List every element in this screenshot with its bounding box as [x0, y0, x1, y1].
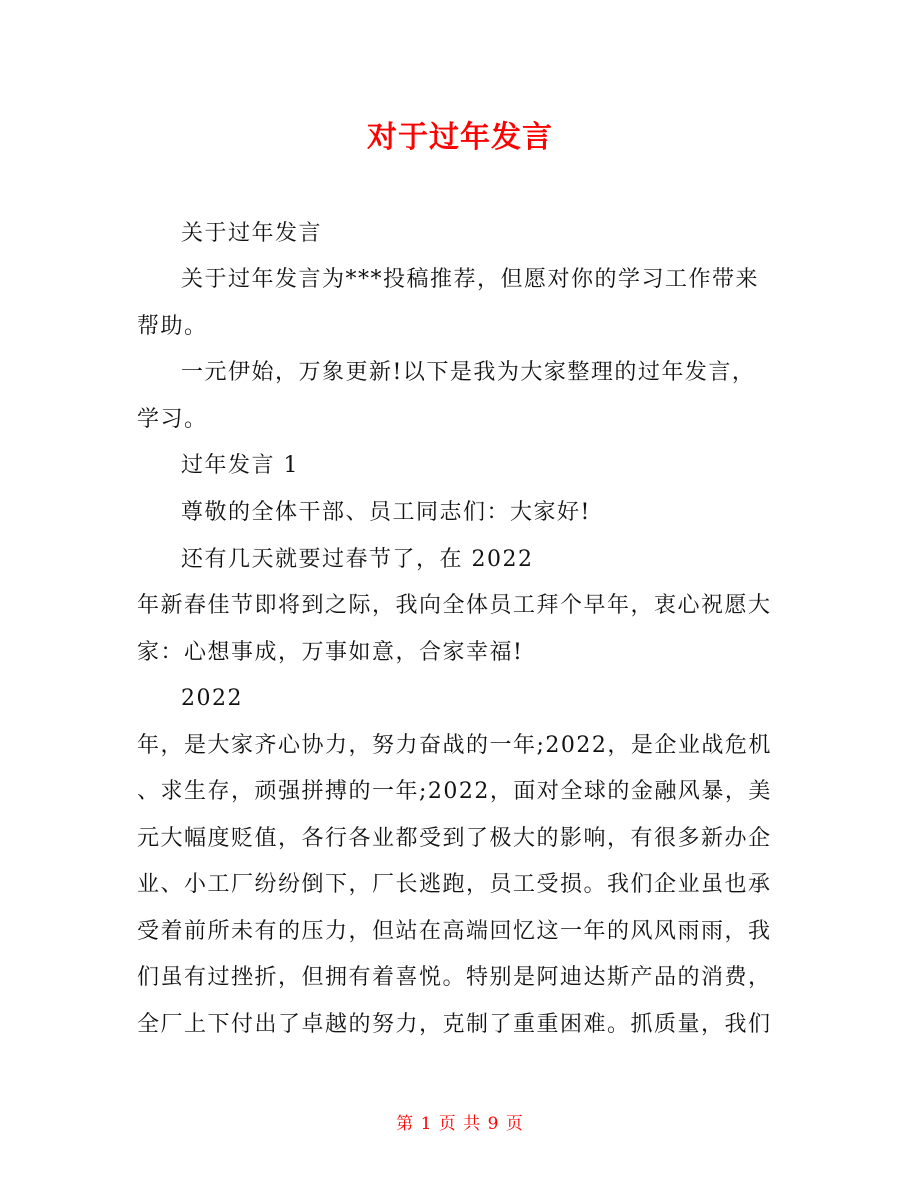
text-line: 们虽有过挫折，但拥有着喜悦。特别是阿迪达斯产品的消费，	[137, 965, 772, 990]
text-line: 年，是大家齐心协力，努力奋战的一年;2022，是企业战危机	[137, 733, 772, 758]
text-line: 业、小工厂纷纷倒下，厂长逃跑，员工受损。我们企业虽也承	[137, 872, 772, 897]
text-line: 年新春佳节即将到之际，我向全体员工拜个早年，衷心祝愿大	[137, 593, 772, 618]
page-number: 第 1 页 共 9 页	[396, 1114, 524, 1134]
text-line: 家：心想事成，万事如意，合家幸福!	[137, 640, 524, 665]
text-line: 元大幅度贬值，各行各业都受到了极大的影响，有很多新办企	[137, 826, 772, 851]
text-line: 过年发言 1	[181, 453, 299, 478]
text-line: 尊敬的全体干部、员工同志们：大家好!	[181, 500, 591, 525]
text-line: 、求生存，顽强拼搏的一年;2022，面对全球的金融风暴，美	[137, 779, 772, 804]
text-line: 全厂上下付出了卓越的努力，克制了重重困难。抓质量，我们	[137, 1012, 772, 1037]
text-line: 学习。	[137, 407, 208, 432]
text-line: 受着前所未有的压力，但站在高端回忆这一年的风风雨雨，我	[137, 919, 772, 944]
text-line: 一元伊始，万象更新!以下是我为大家整理的过年发言，	[181, 360, 756, 385]
text-line: 关于过年发言为***投稿推荐，但愿对你的学习工作带来	[181, 267, 760, 292]
text-line: 还有几天就要过春节了，在 2022	[181, 547, 534, 572]
text-line: 帮助。	[137, 314, 208, 339]
document-title: 对于过年发言	[367, 120, 553, 155]
text-line: 2022	[181, 686, 243, 711]
text-line: 关于过年发言	[181, 221, 323, 246]
